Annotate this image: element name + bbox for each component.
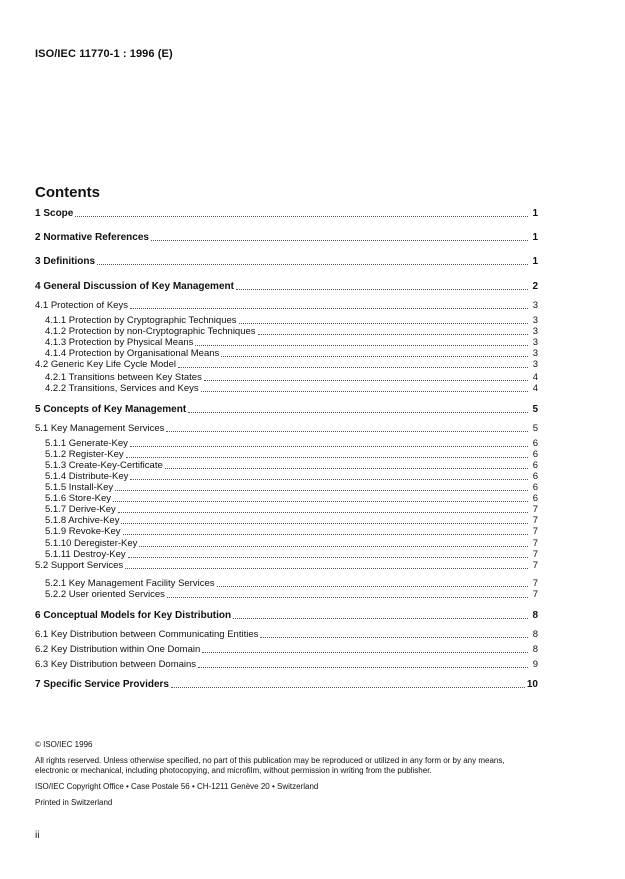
- dot-leader: [217, 586, 529, 587]
- toc-entry[interactable]: [35, 256, 538, 268]
- toc-entry-label: 6 Conceptual Models for Key Distribution: [35, 610, 232, 621]
- toc-entry[interactable]: [35, 629, 538, 641]
- toc-entry-page: 7: [532, 515, 538, 526]
- toc-entry-page: 6: [532, 493, 538, 504]
- dot-leader: [166, 431, 528, 432]
- dot-leader: [167, 597, 528, 598]
- dot-leader: [121, 523, 528, 524]
- toc-entry-page: 10: [526, 679, 538, 690]
- toc-entry-page: 1: [532, 256, 538, 267]
- toc-entry-page: 4: [532, 383, 538, 394]
- toc-entry-label: 2 Normative References: [35, 232, 149, 243]
- toc-entry[interactable]: [35, 300, 538, 312]
- toc-entry-label: 5.1.7 Derive-Key: [45, 504, 116, 515]
- toc-entry-label: 6.2 Key Distribution within One Domain: [35, 644, 201, 655]
- toc-entry[interactable]: [45, 589, 538, 601]
- toc-entry-page: 2: [532, 281, 538, 292]
- toc-entry-label: 5.1.1 Generate-Key: [45, 438, 128, 449]
- toc-entry-page: 7: [532, 560, 538, 571]
- dot-leader: [201, 391, 528, 392]
- dot-leader: [113, 501, 528, 502]
- dot-leader: [130, 308, 528, 309]
- toc-entry-label: 4.2.2 Transitions, Services and Keys: [45, 383, 199, 394]
- toc-entry-page: 8: [532, 644, 538, 655]
- toc-entry[interactable]: [35, 644, 538, 656]
- toc-entry-page: 8: [532, 610, 538, 621]
- dot-leader: [115, 490, 528, 491]
- toc-entry-label: 5.2.1 Key Management Facility Services: [45, 578, 215, 589]
- toc-entry-label: 4.1.4 Protection by Organisational Means: [45, 348, 220, 359]
- dot-leader: [198, 667, 528, 668]
- toc-entry-page: 3: [532, 359, 538, 370]
- toc-entry-label: 5.1.9 Revoke-Key: [45, 526, 121, 537]
- dot-leader: [258, 334, 528, 335]
- toc-entry-label: 5.1.3 Create-Key-Certificate: [45, 460, 163, 471]
- dot-leader: [204, 380, 528, 381]
- toc-entry-page: 1: [532, 208, 538, 219]
- copyright-notice: © ISO/IEC 1996: [35, 740, 93, 749]
- toc-entry-page: 9: [532, 659, 538, 670]
- toc-entry-label: 6.3 Key Distribution between Domains: [35, 659, 197, 670]
- toc-entry-page: 7: [532, 549, 538, 560]
- toc-entry-label: 5.1.8 Archive-Key: [45, 515, 120, 526]
- dot-leader: [233, 618, 528, 619]
- dot-leader: [128, 557, 528, 558]
- toc-entry-page: 7: [532, 538, 538, 549]
- toc-entry[interactable]: [45, 383, 538, 395]
- toc-entry-page: 5: [532, 423, 538, 434]
- dot-leader: [75, 216, 528, 217]
- dot-leader: [130, 446, 528, 447]
- toc-entry[interactable]: [45, 526, 538, 538]
- toc-entry-label: 5.1.10 Deregister-Key: [45, 538, 138, 549]
- toc-entry-page: 7: [532, 589, 538, 600]
- dot-leader: [178, 367, 528, 368]
- toc-entry-page: 3: [532, 315, 538, 326]
- toc-entry-label: 5 Concepts of Key Management: [35, 404, 187, 415]
- toc-entry[interactable]: [35, 659, 538, 671]
- dot-leader: [130, 479, 528, 480]
- page-number: ii: [35, 830, 40, 841]
- dot-leader: [221, 356, 528, 357]
- toc-entry-label: 4.1.2 Protection by non-Cryptographic Techniques: [45, 326, 256, 337]
- dot-leader: [202, 652, 528, 653]
- toc-entry-label: 5.1.4 Distribute-Key: [45, 471, 129, 482]
- toc-entry-label: 5.2.2 User oriented Services: [45, 589, 165, 600]
- dot-leader: [97, 264, 528, 265]
- toc-entry-label: 5.1.6 Store-Key: [45, 493, 112, 504]
- toc-entry-page: 8: [532, 629, 538, 640]
- toc-entry-label: 5.1.2 Register-Key: [45, 449, 124, 460]
- dot-leader: [118, 512, 528, 513]
- toc-entry[interactable]: [35, 679, 538, 691]
- toc-entry-label: 3 Definitions: [35, 256, 96, 267]
- toc-entry-page: 6: [532, 449, 538, 460]
- toc-entry-label: 4 General Discussion of Key Management: [35, 281, 234, 292]
- toc-entry-label: 4.1.3 Protection by Physical Means: [45, 337, 194, 348]
- copyright-office-address: ISO/IEC Copyright Office • Case Postale 56 • CH-1211 Genève 20 • Switzerland: [35, 782, 319, 791]
- toc-entry-label: 6.1 Key Distribution between Communicating Entities: [35, 629, 259, 640]
- toc-entry-label: 4.2.1 Transitions between Key States: [45, 372, 202, 383]
- toc-entry-label: 5.1.11 Destroy-Key: [45, 549, 126, 560]
- toc-entry-page: 6: [532, 460, 538, 471]
- toc-entry-label: 4.1 Protection of Keys: [35, 300, 128, 311]
- toc-entry-label: 5.1 Key Management Services: [35, 423, 165, 434]
- toc-entry[interactable]: [35, 560, 538, 572]
- toc-entry-page: 6: [532, 438, 538, 449]
- dot-leader: [125, 568, 528, 569]
- toc-entry[interactable]: [35, 610, 538, 622]
- toc-entry-label: 5.2 Support Services: [35, 560, 124, 571]
- toc-entry-page: 3: [532, 326, 538, 337]
- toc-entry-page: 6: [532, 471, 538, 482]
- printed-in: Printed in Switzerland: [35, 798, 113, 807]
- toc-entry-label: 4.1.1 Protection by Cryptographic Techniques: [45, 315, 237, 326]
- toc-entry-page: 7: [532, 578, 538, 589]
- dot-leader: [139, 546, 528, 547]
- dot-leader: [171, 687, 525, 688]
- dot-leader: [188, 412, 528, 413]
- toc-entry-page: 3: [532, 348, 538, 359]
- dot-leader: [260, 637, 528, 638]
- dot-leader: [165, 468, 528, 469]
- toc-entry-page: 3: [532, 337, 538, 348]
- toc-entry[interactable]: [35, 359, 538, 371]
- toc-entry-label: 4.2 Generic Key Life Cycle Model: [35, 359, 176, 370]
- toc-entry-label: 5.1.5 Install-Key: [45, 482, 114, 493]
- dot-leader: [126, 457, 528, 458]
- toc-entry-page: 3: [532, 300, 538, 311]
- toc-entry-page: 6: [532, 482, 538, 493]
- toc-entry[interactable]: [35, 208, 538, 220]
- document-header: ISO/IEC 11770-1 : 1996 (E): [35, 48, 173, 60]
- dot-leader: [195, 345, 528, 346]
- dot-leader: [151, 240, 528, 241]
- dot-leader: [123, 534, 528, 535]
- toc-entry[interactable]: [35, 423, 538, 435]
- toc-entry-page: 7: [532, 504, 538, 515]
- contents-title: Contents: [35, 184, 100, 201]
- toc-entry[interactable]: [35, 281, 538, 293]
- dot-leader: [239, 323, 528, 324]
- toc-entry-page: 7: [532, 526, 538, 537]
- toc-entry-page: 4: [532, 372, 538, 383]
- toc-entry[interactable]: [35, 232, 538, 244]
- dot-leader: [236, 289, 528, 290]
- toc-entry-label: 7 Specific Service Providers: [35, 679, 169, 690]
- toc-entry[interactable]: [35, 404, 538, 416]
- toc-entry-page: 5: [532, 404, 538, 415]
- toc-entry-label: 1 Scope: [35, 208, 74, 219]
- toc-entry-page: 1: [532, 232, 538, 243]
- rights-statement: All rights reserved. Unless otherwise specified, no part of this publication may be reproduced or utilized in any form or by any means, electronic or mechanical, including photocopying, and microfilm, without permission in writing from the publisher.: [35, 756, 505, 775]
